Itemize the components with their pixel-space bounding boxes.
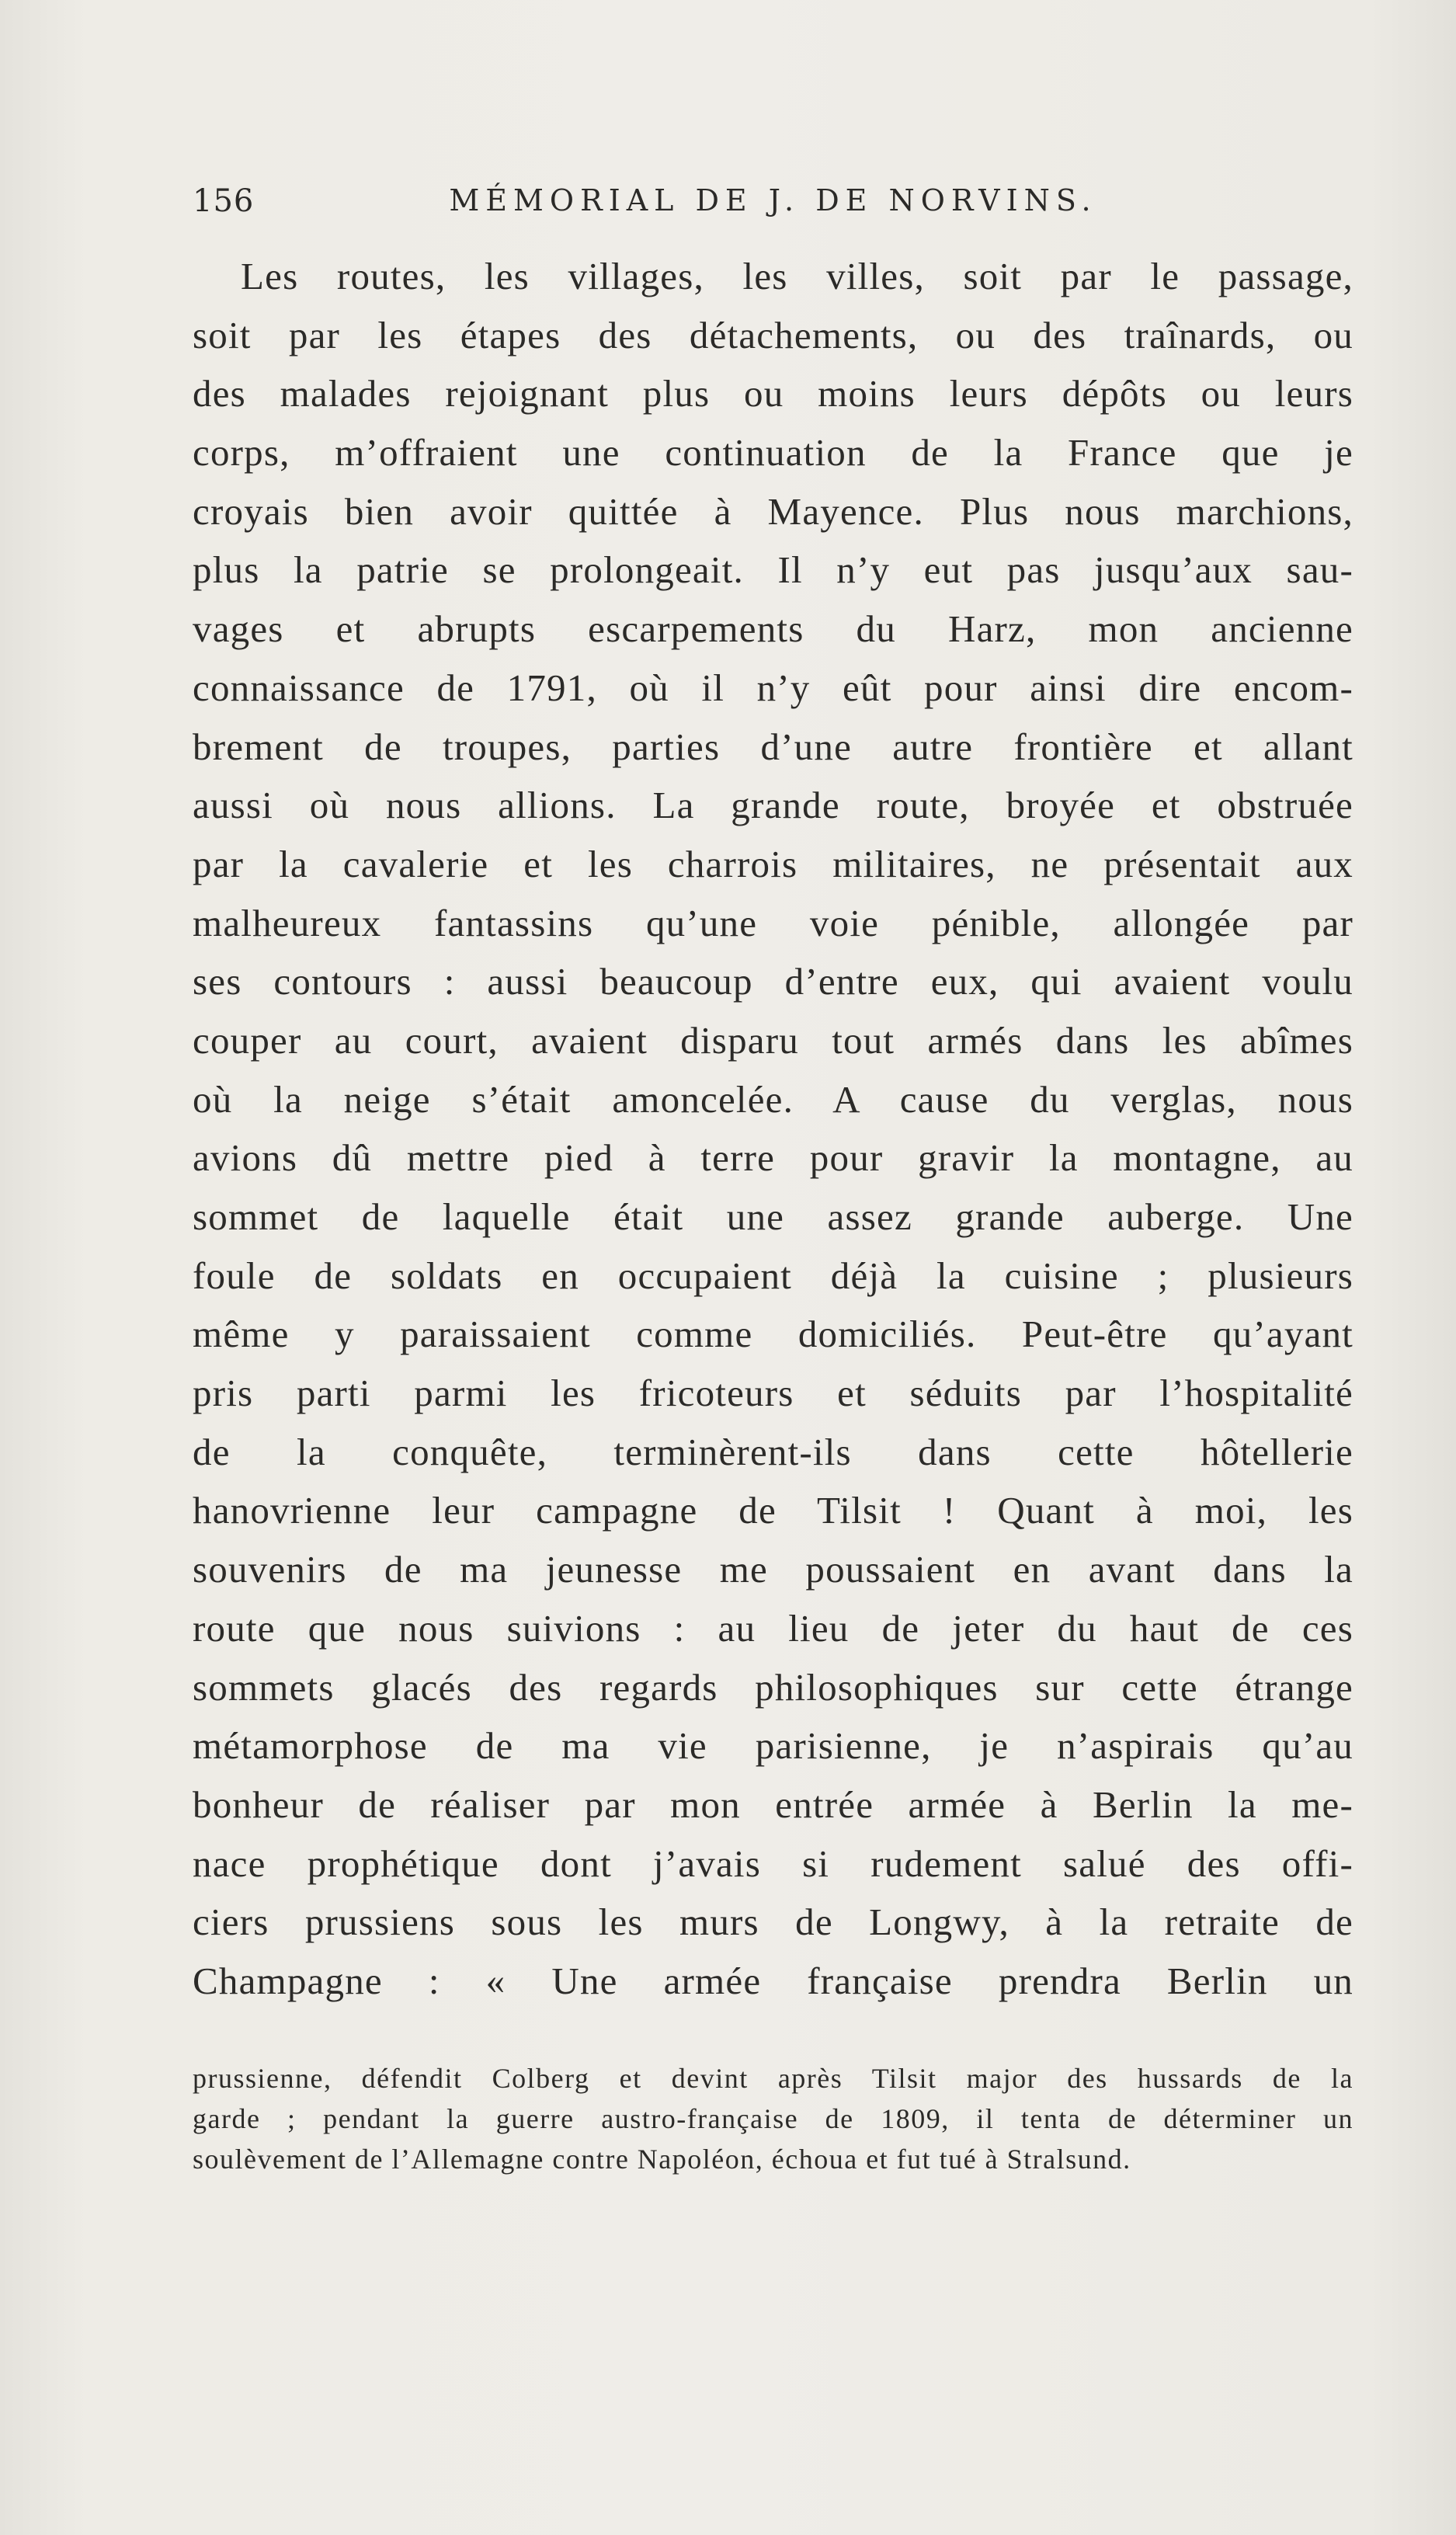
text-line: plus la patrie se prolongeait. Il n’y eut pas jusqu’aux sau- [193, 548, 1353, 592]
text-line: corps, m’offraient une continuation de la France que je [193, 431, 1353, 475]
text-line: route que nous suivions : au lieu de jeter du haut de ces [193, 1606, 1353, 1650]
text-line: aussi où nous allions. La grande route, broyée et obstruée [193, 784, 1353, 827]
page-header [193, 183, 1353, 230]
page-number: 156 [193, 183, 255, 219]
text-line: hanovrienne leur campagne de Tilsit ! Quant à moi, les [193, 1489, 1353, 1532]
footnote-line: soulèvement de l’Allemagne contre Napoléon, échoua et fut tué à Stralsund. [193, 2144, 1131, 2175]
text-line: où la neige s’était amoncelée. A cause du verglas, nous [193, 1077, 1353, 1121]
text-line: nace prophétique dont j’avais si rudement salué des offi- [193, 1841, 1353, 1885]
running-title: MÉMORIAL DE J. DE NORVINS. [449, 183, 1097, 217]
text-line: malheureux fantassins qu’une voie pénible, allongée par [193, 901, 1353, 944]
text-line: brement de troupes, parties d’une autre frontière et allant [193, 725, 1353, 768]
footnote-line: prussienne, défendit Colberg et devint après Tilsit major des hussards de la [193, 2063, 1353, 2094]
body-text [193, 247, 1353, 2011]
text-line: sommets glacés des regards philosophiques sur cette étrange [193, 1665, 1353, 1709]
text-line: foule de soldats en occupaient déjà la cuisine ; plusieurs [193, 1254, 1353, 1297]
footnote [193, 2058, 1353, 2179]
text-line: ses contours : aussi beaucoup d’entre eux, qui avaient voulu [193, 960, 1353, 1003]
text-line: vages et abrupts escarpements du Harz, mon ancienne [193, 607, 1353, 651]
text-line: couper au court, avaient disparu tout armés dans les abîmes [193, 1018, 1353, 1062]
text-line: des malades rejoignant plus ou moins leurs dépôts ou leurs [193, 372, 1353, 416]
text-line: sommet de laquelle était une assez grande auberge. Une [193, 1195, 1353, 1238]
text-line: croyais bien avoir quittée à Mayence. Plus nous marchions, [193, 489, 1353, 533]
text-line: pris parti parmi les fricoteurs et séduits par l’hospitalité [193, 1372, 1353, 1415]
text-line: avions dû mettre pied à terre pour gravir la montagne, au [193, 1136, 1353, 1180]
text-line: même y paraissaient comme domiciliés. Peut-être qu’ayant [193, 1313, 1353, 1356]
text-line: souvenirs de ma jeunesse me poussaient en avant dans la [193, 1548, 1353, 1591]
text-line: bonheur de réaliser par mon entrée armée à Berlin la me- [193, 1782, 1353, 1826]
text-line: métamorphose de ma vie parisienne, je n’aspirais qu’au [193, 1724, 1353, 1768]
text-line: soit par les étapes des détachements, ou des traînards, ou [193, 313, 1353, 356]
text-line: par la cavalerie et les charrois militaires, ne présentait aux [193, 842, 1353, 885]
text-line: Les routes, les villages, les villes, soit par le passage, [241, 255, 1353, 297]
text-line: de la conquête, terminèrent-ils dans cette hôtellerie [193, 1430, 1353, 1473]
text-line: Champagne : « Une armée française prendra Berlin un [193, 1959, 1353, 2002]
text-line: ciers prussiens sous les murs de Longwy, à la retraite de [193, 1900, 1353, 1944]
footnote-line: garde ; pendant la guerre austro-française de 1809, il tenta de déterminer un [193, 2103, 1353, 2134]
text-line: connaissance de 1791, où il n’y eût pour ainsi dire encom- [193, 666, 1353, 709]
